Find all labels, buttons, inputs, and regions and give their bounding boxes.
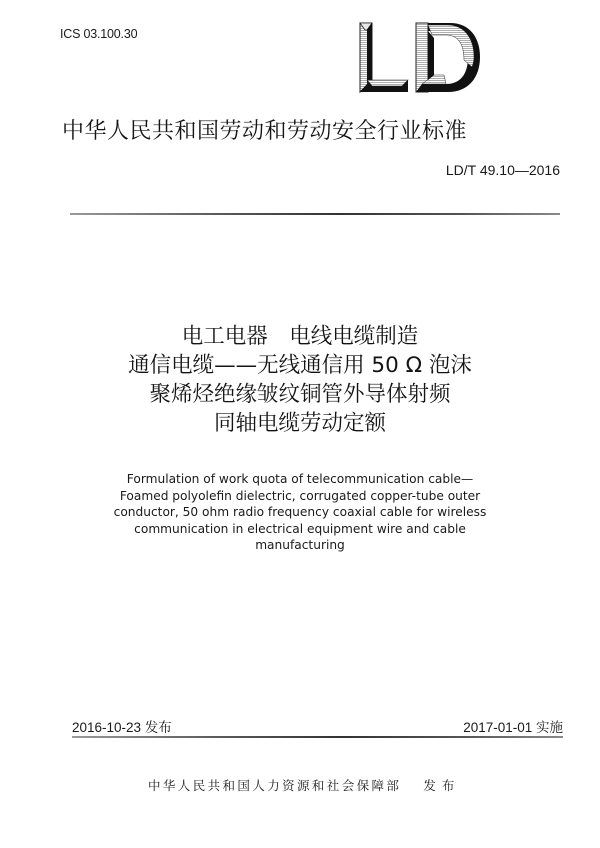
chinese-title-line: 聚烯烃绝缘皱纹铜管外导体射频: [149, 382, 451, 407]
english-title-line: communication in electrical equipment wire and cable: [134, 521, 466, 536]
publish-action: 发布: [423, 778, 461, 793]
organization-title: 中华人民共和国劳动和劳动安全行业标准: [62, 119, 468, 144]
issue-date: 2016-10-23 发布: [72, 720, 172, 735]
english-title-line: manufacturing: [255, 538, 345, 552]
chinese-title-line: 电工电器 电线电缆制造: [181, 324, 419, 349]
standard-number: LD/T 49.10—2016: [445, 162, 560, 178]
header-divider: [70, 213, 560, 215]
chinese-title-line: 通信电缆——无线通信用 50 Ω 泡沫: [128, 353, 472, 378]
publisher-name: 中华人民共和国人力资源和社会保障部: [148, 778, 402, 793]
english-title-line: Foamed polyolefin dielectric, corrugated copper-tube outer: [119, 488, 481, 503]
ld-logo-icon: [358, 20, 482, 96]
publisher-line: [148, 776, 478, 794]
ics-code: ICS 03.100.30: [60, 27, 138, 41]
english-title: [70, 471, 530, 554]
english-title-line: conductor, 50 ohm radio frequency coaxial cable for wireless: [113, 505, 487, 519]
implementation-date: 2017-01-01 实施: [463, 720, 563, 735]
english-title-line: Formulation of work quota of telecommunication cable—: [126, 472, 474, 486]
chinese-title-line: 同轴电缆劳动定额: [213, 411, 386, 436]
chinese-title: [60, 322, 540, 438]
footer-divider: [72, 736, 563, 738]
